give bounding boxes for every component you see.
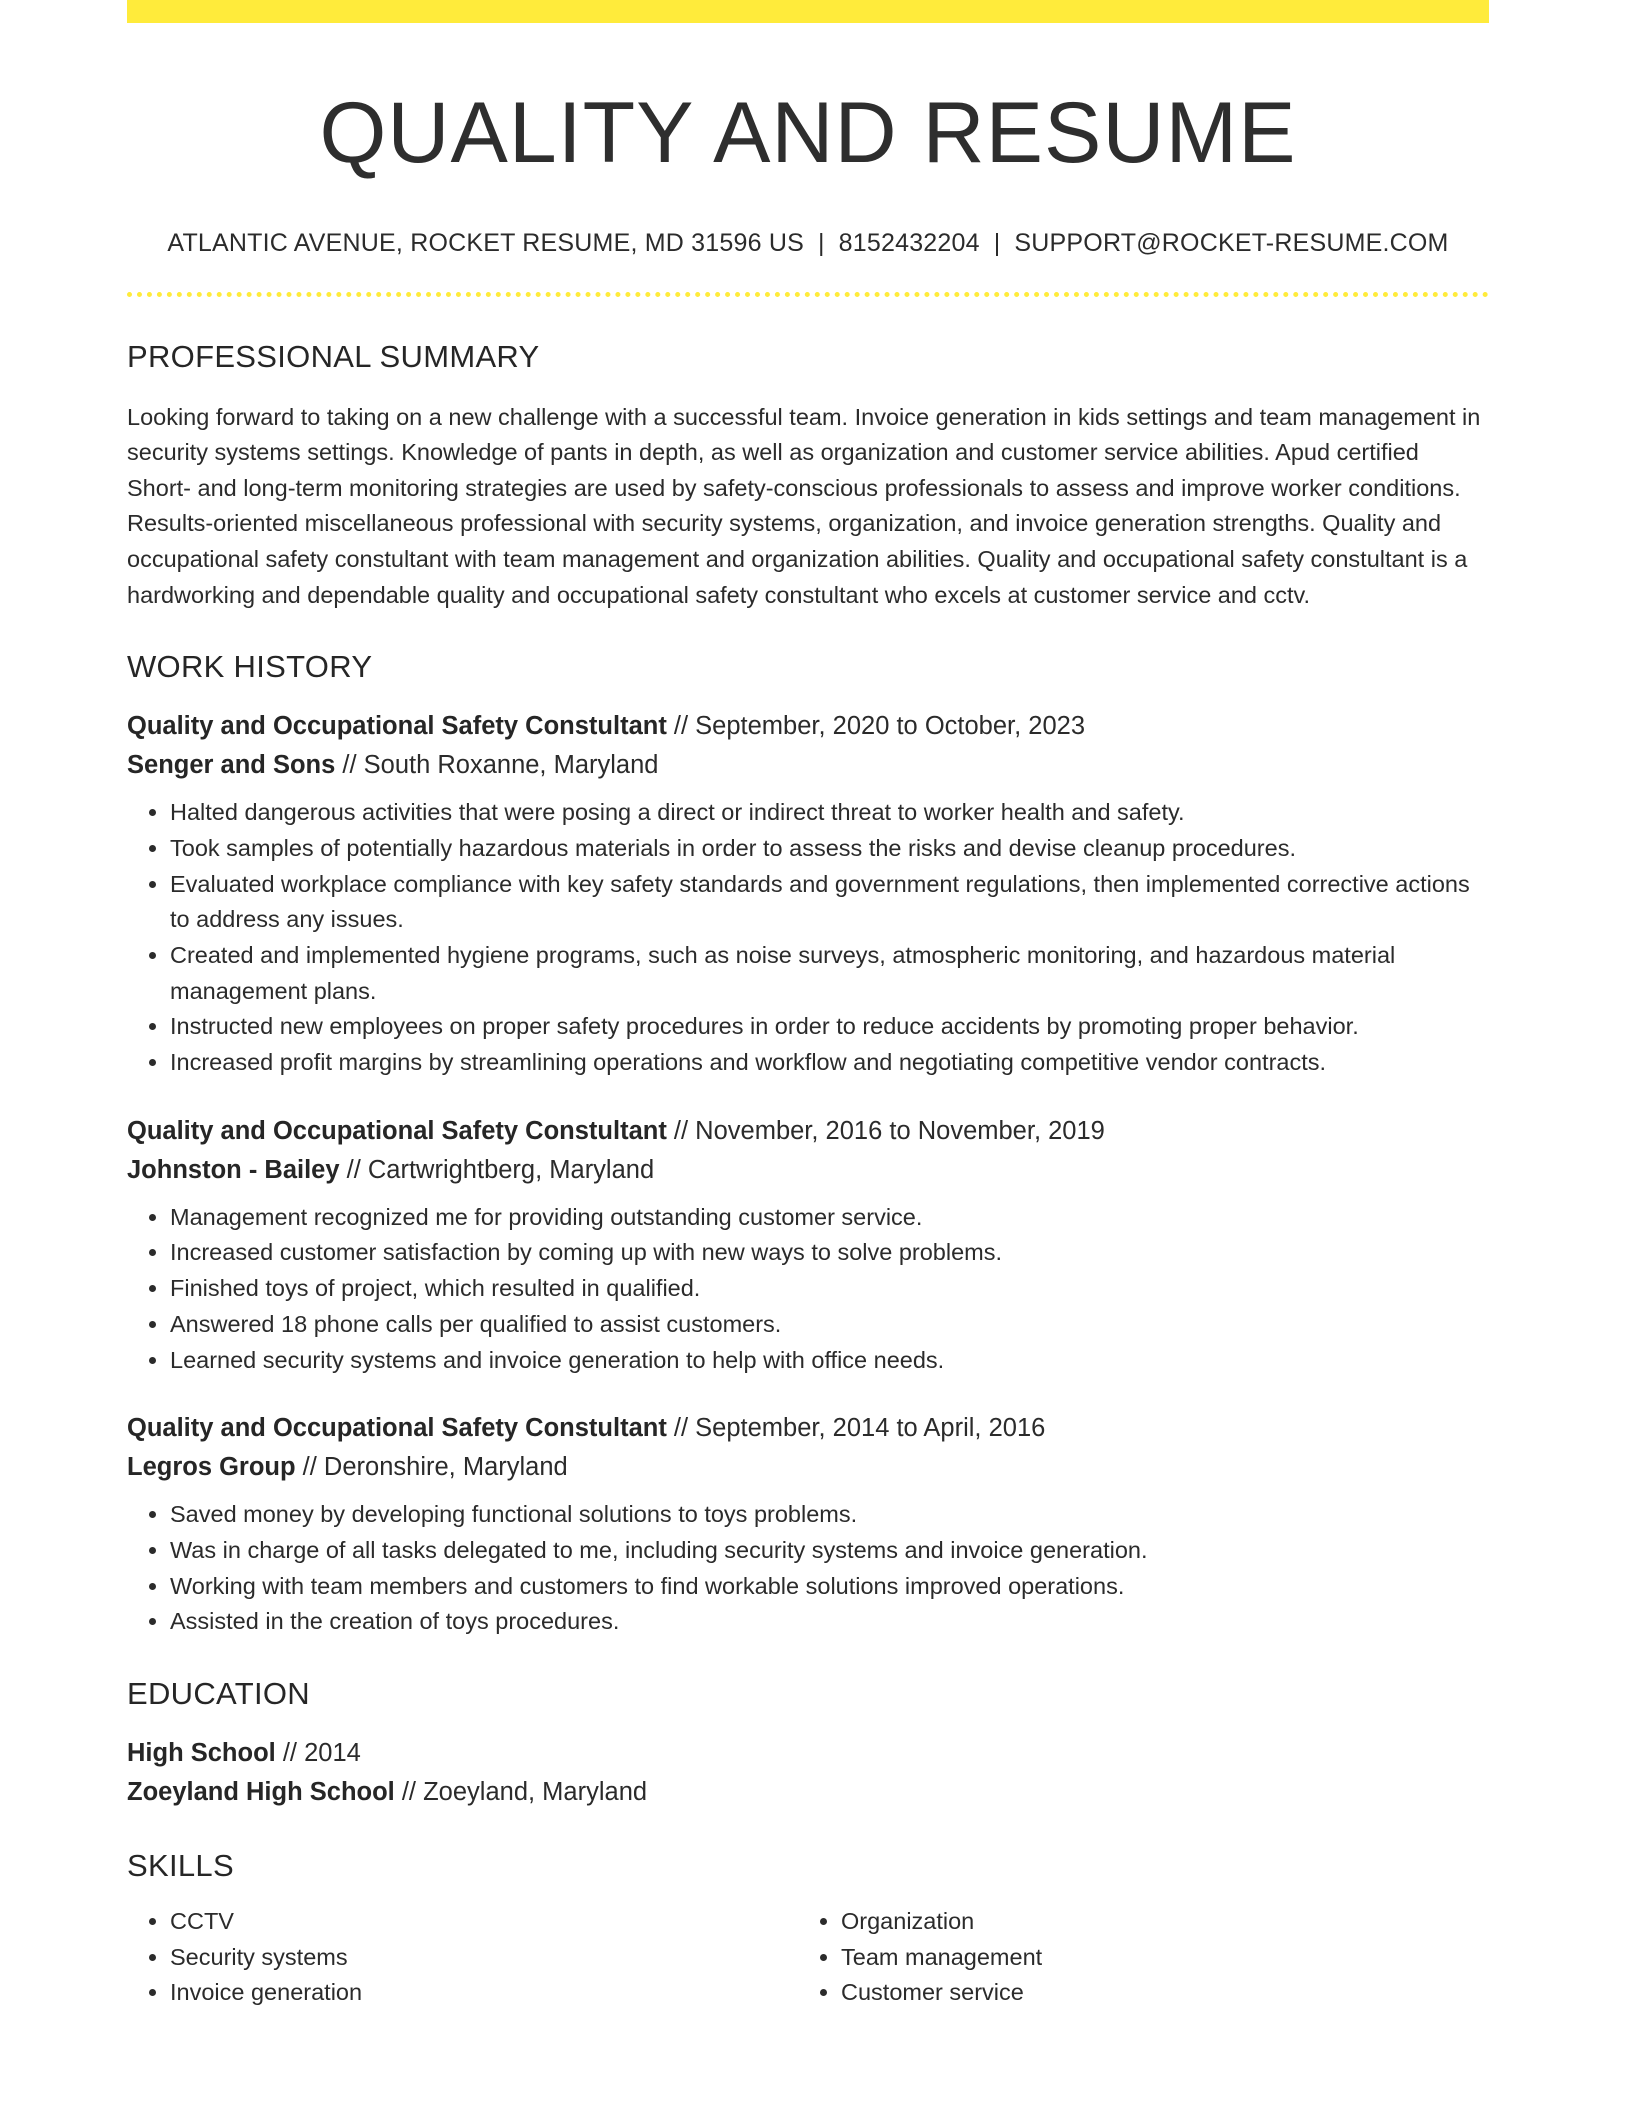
job-entry bbox=[127, 1409, 1489, 1640]
contact-email: SUPPORT@ROCKET-RESUME.COM bbox=[1014, 228, 1449, 257]
job-entry bbox=[127, 707, 1489, 1081]
skill-item: • Security systems bbox=[170, 1940, 798, 1976]
job-role: Quality and Occupational Safety Constultant bbox=[127, 712, 667, 741]
job-bullet: • Answered 18 phone calls per qualified to assist customers. bbox=[170, 1307, 1489, 1343]
skill-item: • Invoice generation bbox=[170, 1975, 798, 2011]
skill-item: • CCTV bbox=[170, 1904, 798, 1940]
job-company-line bbox=[127, 1151, 1489, 1190]
job-bullet: • Increased profit margins by streamlining operations and workflow and negotiating competitive vendor contracts. bbox=[170, 1045, 1489, 1081]
job-company-line bbox=[127, 1448, 1489, 1487]
job-bullet: • Working with team members and customers to find workable solutions improved operations. bbox=[170, 1569, 1489, 1605]
job-dates: // November, 2016 to November, 2019 bbox=[666, 1116, 1105, 1145]
job-location: // Deronshire, Maryland bbox=[295, 1453, 568, 1482]
job-bullets bbox=[127, 1200, 1489, 1379]
contact-separator: | bbox=[817, 228, 825, 257]
skill-item: • Customer service bbox=[841, 1975, 1469, 2011]
dotted-divider bbox=[127, 292, 1489, 297]
job-role: Quality and Occupational Safety Constultant bbox=[127, 1116, 667, 1145]
skills-right-column bbox=[798, 1904, 1469, 2011]
job-bullets bbox=[127, 1497, 1489, 1640]
job-bullet: • Created and implemented hygiene programs, such as noise surveys, atmospheric monitoring, and hazardous material management plans. bbox=[170, 938, 1489, 1009]
job-dates: // September, 2020 to October, 2023 bbox=[666, 712, 1086, 741]
job-location: // South Roxanne, Maryland bbox=[335, 751, 659, 780]
job-bullet: • Finished toys of project, which resulted in qualified. bbox=[170, 1271, 1489, 1307]
job-entry bbox=[127, 1112, 1489, 1379]
education-school-line bbox=[127, 1773, 1489, 1812]
contact-separator: | bbox=[993, 228, 1001, 257]
education-degree-line bbox=[127, 1734, 1489, 1773]
job-title-line bbox=[127, 707, 1489, 746]
skills-columns bbox=[127, 1904, 1489, 2011]
job-bullet: • Learned security systems and invoice generation to help with office needs. bbox=[170, 1343, 1489, 1379]
resume-page bbox=[127, 0, 1489, 2011]
work-history-list bbox=[127, 707, 1489, 1640]
contact-address: ATLANTIC AVENUE, ROCKET RESUME, MD 31596 US bbox=[167, 228, 804, 257]
education-heading: EDUCATION bbox=[127, 1676, 310, 1712]
job-company: Legros Group bbox=[127, 1453, 296, 1482]
job-bullet: • Evaluated workplace compliance with key safety standards and government regulations, then implemented corrective actions to address any issues. bbox=[170, 867, 1489, 938]
contact-phone: 8152432204 bbox=[838, 228, 980, 257]
resume-name: QUALITY AND RESUME bbox=[319, 85, 1297, 181]
job-bullet: • Management recognized me for providing outstanding customer service. bbox=[170, 1200, 1489, 1236]
job-location: // Cartwrightberg, Maryland bbox=[339, 1155, 655, 1184]
education-year: // 2014 bbox=[275, 1739, 361, 1768]
job-bullet: • Assisted in the creation of toys procedures. bbox=[170, 1604, 1489, 1640]
skill-item: • Organization bbox=[841, 1904, 1469, 1940]
education-school: Zoeyland High School bbox=[127, 1778, 395, 1807]
skill-item: • Team management bbox=[841, 1940, 1469, 1976]
contact-line bbox=[127, 229, 1489, 258]
skills-left-column bbox=[127, 1904, 798, 2011]
job-bullet: • Took samples of potentially hazardous materials in order to assess the risks and devise cleanup procedures. bbox=[170, 831, 1489, 867]
skills-heading: SKILLS bbox=[127, 1848, 234, 1884]
job-bullet: • Saved money by developing functional solutions to toys problems. bbox=[170, 1497, 1489, 1533]
job-bullet: • Halted dangerous activities that were posing a direct or indirect threat to worker health and safety. bbox=[170, 795, 1489, 831]
job-company: Johnston - Bailey bbox=[127, 1155, 340, 1184]
job-title-line bbox=[127, 1409, 1489, 1448]
job-title-line bbox=[127, 1112, 1489, 1151]
accent-top-bar bbox=[127, 0, 1489, 23]
job-bullet: • Was in charge of all tasks delegated to me, including security systems and invoice generation. bbox=[170, 1533, 1489, 1569]
job-role: Quality and Occupational Safety Constultant bbox=[127, 1414, 667, 1443]
summary-text: Looking forward to taking on a new challenge with a successful team. Invoice generation in kids settings and team management in security systems settings. Knowledge of pants in depth, as well as organization and customer service abilities. Apud certified Short- and long-term monitoring strategies are used by safety-conscious professionals to assess and improve worker conditions. Results-oriented miscellaneous professional with security systems, organization, and invoice generation strengths. Quality and occupational safety constultant with team management and organization abilities. Quality and occupational safety constultant is a hardworking and dependable quality and occupational safety constultant who excels at customer service and cctv. bbox=[127, 403, 1481, 608]
job-company: Senger and Sons bbox=[127, 751, 336, 780]
job-bullet: • Instructed new employees on proper safety procedures in order to reduce accidents by promoting proper behavior. bbox=[170, 1009, 1489, 1045]
job-bullet: • Increased customer satisfaction by coming up with new ways to solve problems. bbox=[170, 1235, 1489, 1271]
job-bullets bbox=[127, 795, 1489, 1081]
education-location: // Zoeyland, Maryland bbox=[394, 1778, 648, 1807]
job-company-line bbox=[127, 746, 1489, 785]
job-dates: // September, 2014 to April, 2016 bbox=[666, 1414, 1046, 1443]
work-history-heading: WORK HISTORY bbox=[127, 649, 373, 685]
summary-heading: PROFESSIONAL SUMMARY bbox=[127, 338, 540, 374]
education-degree: High School bbox=[127, 1739, 276, 1768]
